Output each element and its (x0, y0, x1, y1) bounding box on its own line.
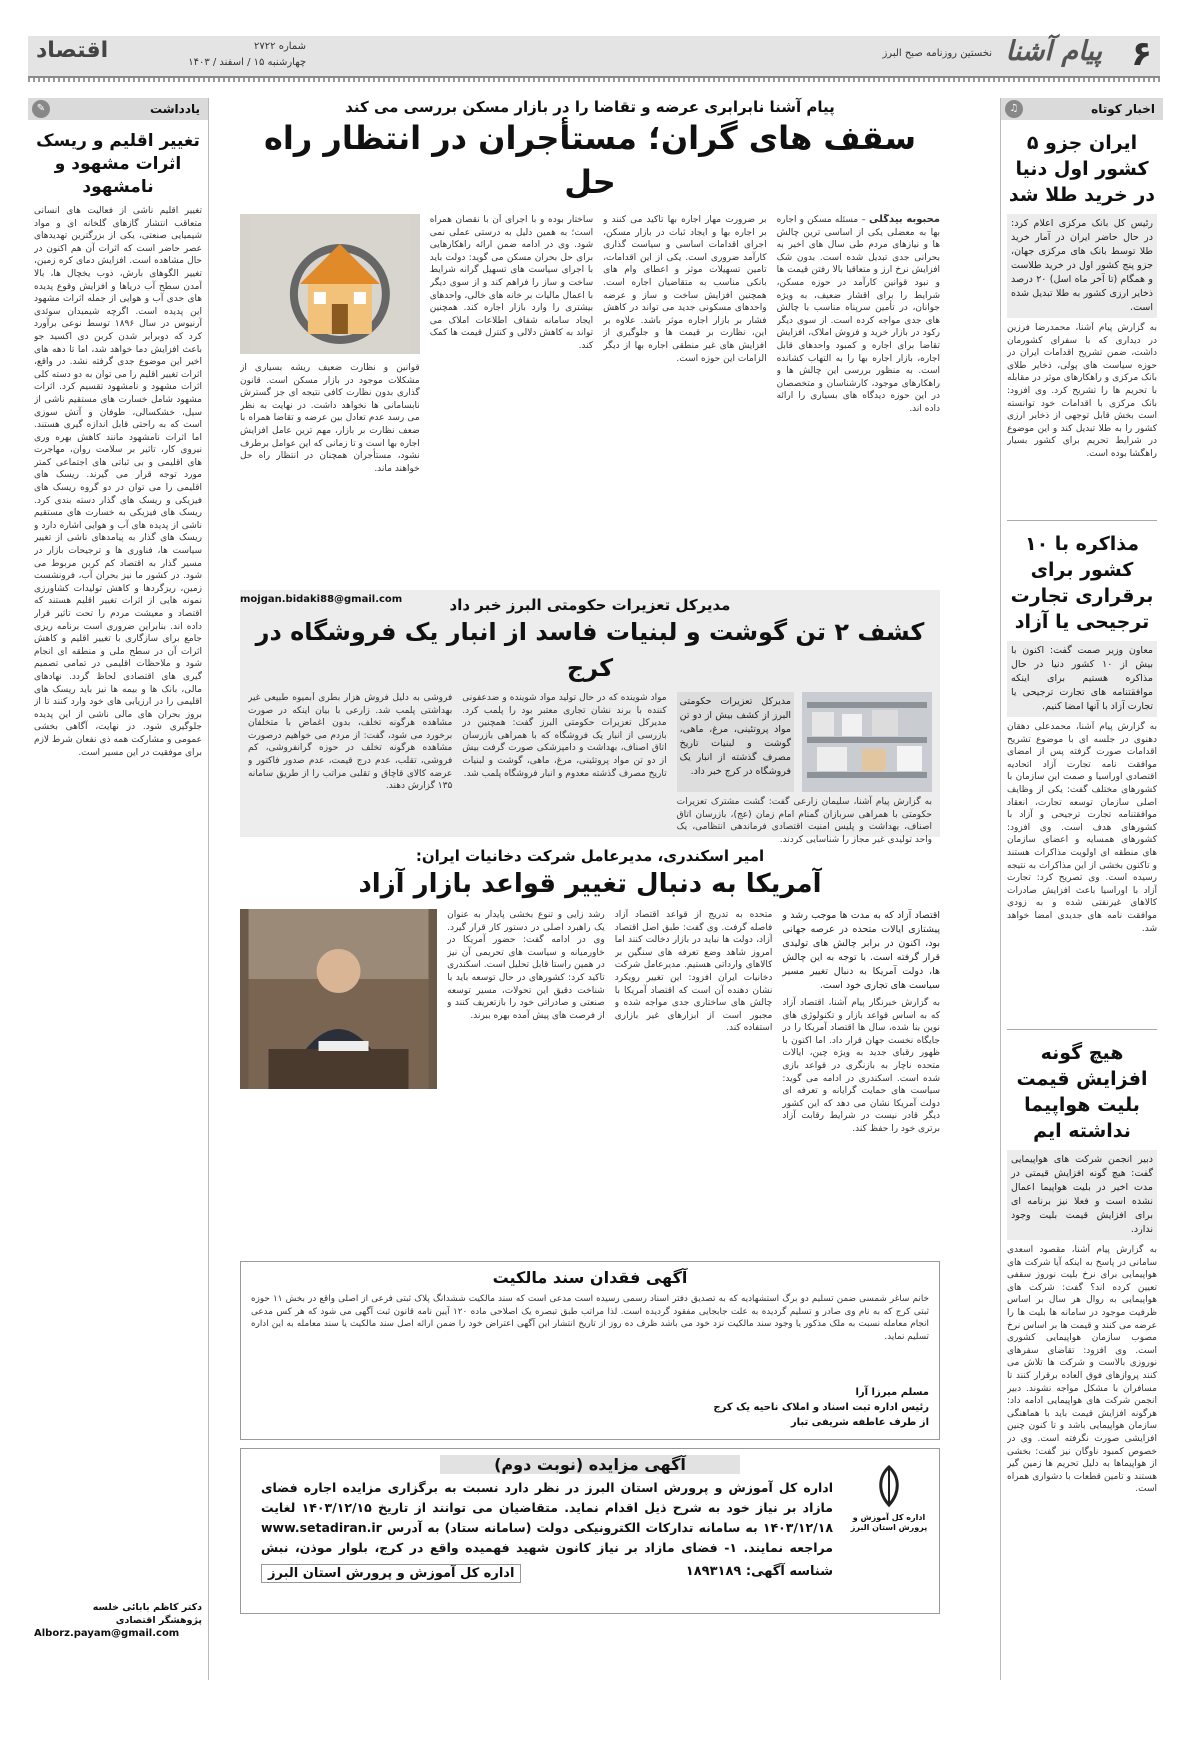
news-title-trade: مذاکره با ۱۰ کشور برای برقراری تجارت ترجیحی یا آزاد (1010, 533, 1154, 633)
issue-date: چهارشنبه ۱۵ / اسفند / ۱۴۰۳ (188, 57, 306, 68)
author-email-opinion: Alborz.payam@gmail.com (34, 1628, 180, 1639)
opinion-title: تغییر اقلیم و ریسک اثرات مشهود و نامشهود (36, 131, 200, 197)
section-title: اقتصاد (36, 38, 109, 63)
inspection-kicker: مدیرکل تعزیرات حکومتی البرز خبر داد (449, 596, 731, 614)
masthead-tagline: نخستین روزنامه صبح البرز (882, 48, 992, 59)
divider (1007, 520, 1157, 521)
auction-id: شناسه آگهی: ۱۸۹۳۱۸۹ (685, 1564, 833, 1579)
signature-name: مسلم میرزا آرا (855, 1387, 929, 1398)
us-trade-kicker: امیر اسکندری، مدیرعامل شرکت دخانیات ایران: (415, 847, 765, 865)
us-trade-col-2: متحده به تدریج از قواعد اقتصاد آزاد فاصله گرفت. وی گفت: طبق اصل اقتصاد آزاد، دولت ها نباید در بازار دخالت کنند اما امروز شاهد وضع تعرفه های سنگین بر کالاهای وارداتی هستیم. مدیرعامل شرکت دخانیات ایران افزود: این تغییر رویکرد نشان دهنده آن است که اقتصاد آمریکا با چالش های ساختاری جدی مواجه شده و مجبور است از ابزارهای غیر بازاری استفاده کند. (614, 910, 773, 1034)
issue-number: شماره ۲۷۲۲ (254, 41, 306, 52)
author-name: دکتر کاظم بابائی خلسه (92, 1602, 202, 1613)
inspection-col-2: مواد شوینده که در حال تولید مواد شوینده و ضدعفونی کننده با برند نشان تجاری معتبر بود را پلمب کرد. مدیرکل تعزیرات حکومتی البرز گفت: همچنین در بازرسی از انبار یک فروشگاه که با همراهی بازرسان اتاق اصناف، بهداشت و دامپزشکی صورت گرفت بیش از دو تن مواد پروتئینی، مرغ، ماهی، گوشت و لبنیات تاریخ مصرف گذشته معدوم و انبار فروشگاه پلمب شد. (462, 693, 667, 779)
news-body-gold: به گزارش پیام آشنا، محمدرضا فرزین در دیداری که با سفرای کشورمان داشت، ضمن تشریح اقدامات ایران در حوزه سیاست های پولی، ذخایر طلای بانک مرکزی و راهکارهای موثر در مقابله با تحریم ها را تشریح کرد. وی افزود: بانک مرکزی با اقدامات خود توانسته است بخش قابل توجهی از ذخایر ارزی کشور را به طلا تبدیل کند و این موضوع در شرایط تحریم برای کشور بسیار راهگشا بوده است. (1007, 323, 1157, 459)
auction-org: اداره کل آموزش و پرورش استان البرز (261, 1564, 521, 1583)
main-articles (240, 98, 940, 1614)
news-lead-trade: معاون وزیر صمت گفت: اکنون با بیش از ۱۰ کشور دنیا در حال مذاکره هستیم برای اینکه موافقتنامه های تجارت ترجیحی یا تجارت آزاد با آنها امضا کنیم. (1007, 641, 1157, 717)
notepad-icon: ✎ (32, 100, 50, 118)
inspection-text-1: به گزارش پیام آشنا، سلیمان زارعی گفت: گشت مشترک تعزیرات حکومتی با همراهی سربازان گمنام امام زمان (عج)، بازرسان اتاق اصناف، بهداشت و پلیس امنیت اقتصادی فرماندهی انتظامی، یک واحد تولیدی غیر مجاز را شناسایی کردند. (676, 797, 932, 845)
divider (1007, 1029, 1157, 1030)
signature-for: از طرف عاطفه شریفی تبار (790, 1417, 929, 1428)
lost-deed-signature (251, 1385, 929, 1430)
megaphone-icon: ♫ (1005, 100, 1023, 118)
person-at-desk-icon (240, 909, 437, 1089)
us-trade-lead: اقتصاد آزاد که به مدت ها موجب رشد و پیشتازی ایالات متحده در عرصه جهانی بود، اکنون در برابر چالش های تولیدی قرار گرفته است. با توجه به این چالش ها، دولت آمریکا به دنبال تغییر مسیر سیاست های تجاری خود است. (782, 910, 940, 991)
inspection-col-3: فروشی به دلیل فروش هزار بطری آبمیوه طبیعی غیر بهداشتی پلمب شد. زارعی با بیان اینکه در صورت مشاهده هرگونه تخلف، بدون اغماض با متخلفان برخورد می شود، گفت: از مردم می خواهیم درصورت مشاهده هرگونه تخلف در حوزه گرانفروشی، کم فروشی، تقلب، عدم درج قیمت، عدم صدور فاکتور و عرضه کالای قاچاق و تقلبی مراتب را از طریق سامانه ۱۳۵ گزارش دهند. (247, 693, 453, 792)
signature-role: رئیس اداره ثبت اسناد و املاک ناحیه یک کرج (713, 1402, 929, 1413)
opinion-column (28, 98, 209, 1680)
inspection-lead: مدیرکل تعزیرات حکومتی البرز از کشف بیش از دو تن مواد پروتئینی، مرغ، ماهی، گوشت و لبنیات تاریخ مصرف گذشته از انبار یک فروشگاه در کرج خبر داد. (677, 692, 794, 792)
us-trade-headline: آمریکا به دنبال تغییر قواعد بازار آزاد (358, 869, 822, 899)
news-body-airfare: به گزارش پیام آشنا، مقصود اسعدی سامانی در پاسخ به اینکه آیا شرکت های هواپیمایی برای نرخ بلیت نوروز سقفی تعیین کرده اند؟ گفت: شرکت های هواپیمایی به روال هر سال بر اساس ظرفیت موجود در سامانه ها بلیت ها را عرضه می کنند و قیمت ها بر اساس نرخ مصوب سازمان هواپیمایی کشوری است. وی افزود: تقاضای سفرهای نوروزی بالاست و شرکت ها تلاش می کنند پروازهای فوق العاده برقرار کنند تا مسافران با مشکل مواجه نشوند. دبیر انجمن شرکت های هواپیمایی ادامه داد: هرگونه افزایش قیمت باید با هماهنگی سازمان هواپیمایی باشد و تا کنون چنین افزایشی صورت نگرفته است. وی در خصوص کمبود ناوگان نیز گفت: بخشی از هواپیماها به دلیل تحریم ها زمین گیر هستند و تامین قطعات با دشواری همراه است. (1007, 1245, 1157, 1495)
auction-title: آگهی مزایده (نوبت دوم) (440, 1455, 740, 1474)
house-key-photo (240, 214, 420, 354)
lost-deed-title: آگهی فقدان سند مالکیت (492, 1268, 688, 1287)
us-trade-col-1 (782, 909, 940, 1249)
masthead-logo: پیام آشنا (1005, 36, 1102, 67)
opinion-author (34, 1601, 202, 1640)
housing-col-1 (777, 214, 940, 614)
emblem-icon (866, 1463, 912, 1509)
news-body-trade: به گزارش پیام آشنا، محمدعلی دهقان دهنوی در جلسه ای با موضوع تشریح اقدامات صورت گرفته پس از امضای موافقت نامه تجارت آزاد اتحادیه اقتصادی اوراسیا و صمت این سازمان با کشورهای مختلف گفت: یکی از وظایف اصلی سازمان توسعه تجارت، انعقاد موافقتنامه تجارت ترجیحی و آزاد با کشورهای هدف است. وی افزود: کشورهای همسایه و اعضای سازمان های منطقه ای اولویت مذاکرات هستند و تاکنون بخشی از این مذاکرات به نتیجه رسیده است. وی تصریح کرد: تجارت آزاد با اوراسیا باعث افزایش صادرات کالاهای غیرنفتی شده و به زودی موافقت نامه های جدیدی امضا خواهد شد. (1007, 722, 1157, 934)
auction-footer (261, 1564, 833, 1583)
page-header (28, 36, 1160, 78)
opinion-tab (28, 98, 208, 120)
news-lead-airfare: دبیر انجمن شرکت های هواپیمایی گفت: هیچ گونه افزایش قیمتی در مدت اخیر در بلیت هواپیما اعمال نشده است و فعلا نیز برنامه ای برای افزایش قیمت بلیت وجود ندارد. (1007, 1150, 1157, 1240)
short-news-column (1000, 98, 1163, 1680)
store-warehouse-photo (802, 692, 932, 792)
housing-col-4 (240, 214, 420, 614)
housing-col-3: ساختار بوده و با اجرای آن با نقصان همراه است؛ به همین دلیل به درستی عملی نمی شود. وی در ادامه ضمن ارائه راهکارهایی برای حل بحران مسکن می گوید: دولت باید با اجرای سیاست های تسهیل گرانه شرایط ساخت و ساز را فراهم کند و از سوی دیگر با اعمال مالیات بر خانه های خالی، واحدهای بیشتری را وارد بازار اجاره کند. همچنین ایجاد سامانه شفاف اطلاعات املاک می تواند به کاهش دلالی و کنترل قیمت ها کمک کند. (429, 215, 594, 351)
executive-photo (240, 909, 437, 1089)
education-logo (849, 1463, 929, 1533)
inspection-article (240, 590, 940, 845)
house-icon (240, 214, 420, 354)
housing-text-1: – مسئله مسکن و اجاره بها به معضلی یکی از اساسی ترین چالش ها و نیازهای مردم طی سال های اخیر به بحرانی جدی تبدیل شده است. بدون شک افزایش نرخ ارز و متعاقبا بالا رفتن قیمت ها و نبود قوانین کارآمد در حوزه مسکن، شرایط را برای اقشار ضعیف، به ویژه جوانان، در تأمین سرپناه مناسب با چالش های جدی مواجه کرده است. از سوی دیگر رکود در بازار خرید و فروش املاک، افزایش تقاضا برای اجاره و کمبود واحدهای قابل اجاره، بازار اجاره بها را به التهاب کشانده است. به منظور بررسی این چالش ها و راهکارهای موجود، کارشناسان و متخصصان در این حوزه دیدگاه های بسیاری را ارائه داده اند. (776, 215, 940, 414)
housing-headline: سقف های گران؛ مستأجران در انتظار راه حل (263, 119, 917, 201)
us-trade-text-1: به گزارش خبرنگار پیام آشنا، اقتصاد آزاد که به اساس قواعد بازار و تکنولوژی های نوین بنا شده، سال ها اقتصاد آمریکا را در جایگاه نخست جهان قرار داد. اما اکنون با ظهور رقبای جدید به ویژه چین، ایالات متحده ناچار به بازنگری در قواعد بازی شده است. اسکندری در ادامه می گوید: سیاست های حمایت گرایانه و تعرفه ای دولت آمریکا نشان می دهد که این کشور دیگر قادر نیست در شرایط رقابت آزاد برتری خود را حفظ کند. (782, 998, 940, 1134)
us-trade-col-3: رشد زایی و تنوع بخشی پایدار به عنوان یک راهبرد اصلی در دستور کار قرار گیرد. وی در ادامه گفت: حضور آمریکا در خاورمیانه و سیاست های تحریمی آن نیز در همین راستا قابل تحلیل است. اسکندری تاکید کرد: کشورهای در حال توسعه باید با شناخت دقیق این تحولات، مسیر توسعه صنعتی و صادراتی خود را بازتعریف کنند و از فرصت های پیش آمده بهره ببرند. (447, 910, 605, 1021)
inspection-col-1 (677, 692, 932, 857)
auction-body: اداره کل آموزش و پرورش استان البرز در نظر دارد نسبت به برگزاری مزایده اجاره فضای مازاد بر نیاز خود به شرح ذیل اقدام نماید. متقاضیان می توانند از تاریخ ۱۴۰۳/۱۲/۱۵ لغایت ۱۴۰۳/۱۲/۱۸ به سامانه تدارکات الکترونیکی دولت (سامانه ستاد) به آدرس www.setadiran.ir مراجعه نمایند. ۱- فضای مازاد بر نیاز کانون شهید فهمیده واقع در کرج، بلوار موذن، نبش (261, 1480, 833, 1555)
issue-info (156, 39, 306, 71)
warehouse-shelves-icon (802, 692, 932, 792)
author-email: mojgan.bidaki88@gmail.com (240, 594, 403, 605)
news-title-gold: ایران جزو ۵ کشور اول دنیا در خرید طلا شد (1008, 132, 1156, 206)
housing-text-4: قوانین و نظارت ضعیف ریشه بسیاری از مشکلات موجود در بازار مسکن است. قانون گذاری بدون نظارت کافی نتیجه ای جز گسترش نابسامانی ها نخواهد داشت. در نهایت به نظر می رسد عدم تعادل بین عرضه و تقاضا همراه با ضعف نظارت بر بازار، مهم ترین عامل افزایش اجاره بها است و تا زمانی که این عوامل برطرف نشود، مستأجران همچنان در انتظار راه حل خواهند ماند. (239, 363, 420, 474)
news-title-airfare: هیچ گونه افزایش قیمت بلیت هواپیما نداشته ایم (1016, 1042, 1148, 1142)
author-role: پژوهشگر اقتصادی (115, 1615, 202, 1626)
opinion-tab-label: یادداشت (150, 102, 200, 116)
housing-kicker: پیام آشنا نابرابری عرضه و تقاضا را در بازار مسکن بررسی می کند (345, 98, 835, 116)
inspection-headline: کشف ۲ تن گوشت و لبنیات فاسد از انبار یک فروشگاه در کرج (255, 618, 925, 682)
auction-notice (240, 1448, 940, 1614)
education-logo-text: اداره کل آموزش و پرورش استان البرز (850, 1513, 928, 1532)
inspection-columns (248, 692, 932, 857)
header-pattern (28, 78, 1160, 82)
us-trade-article (240, 847, 940, 1257)
housing-byline: محبوبه بیدگلی (869, 214, 940, 225)
short-news-tab (1001, 98, 1163, 120)
us-trade-columns (240, 909, 940, 1249)
opinion-body: تغییر اقلیم ناشی از فعالیت های انسانی متعاقب انتشار گازهای گلخانه ای و مواد شیمیایی صنعتی، یکی از بزرگترین تهدیدهای عصر حاضر است که اثرات آن هم اکنون در حال مشاهده است. افزایش دمای کره زمین، تغییر الگوهای بارش، ذوب یخچال ها، بالا آمدن سطح آب دریاها و افزایش وقوع پدیده های حدی آب و هوایی از جمله اثرات مشهود این پدیده است. اگرچه شیمیدان سوئدی آرنیوس در سال ۱۸۹۶ توسط نوعی برآورد کرد که دوبرابر شدن کربن دی اکسید جو باعث افزایش دما خواهد شد، اما تا دهه های اخیر این موضوع جدی گرفته نشد. در واقع، اثرات تغییر اقلیم را می توان به دو دسته کلی اثرات مشهود و نامشهود تقسیم کرد. اثرات مشهود شامل خسارت های مستقیم ناشی از سیل، خشکسالی، طوفان و آتش سوزی است که به راحتی قابل اندازه گیری هستند. اما اثرات نامشهود مانند کاهش بهره وری نیروی کار، تاثیر بر سلامت روان، مهاجرت های اقلیمی و بی ثباتی های اجتماعی کمتر مورد توجه قرار می گیرند. ریسک های اقلیمی را می توان در دو گروه ریسک های فیزیکی و ریسک های گذار دسته بندی کرد. ریسک های فیزیکی به خسارت های مستقیم ناشی از پدیده های آب و هوایی اشاره دارد و ریسک های گذار به پیامدهای ناشی از تغییر سیاست ها، فناوری ها و ترجیحات بازار در مسیر گذار به اقتصاد کم کربن مربوط می شود. در کشور ما نیز بحران آب، فرونشست زمین، ریزگردها و کاهش تولیدات کشاورزی نمونه هایی از اثرات تغییر اقلیم هستند که اقتصاد و معیشت مردم را تحت تاثیر قرار داده اند. بنابراین ضروری است برنامه ریزی جامع برای سازگاری با تغییر اقلیم و کاهش اثرات آن در سطح ملی و منطقه ای انجام شود و ملاحظات اقلیمی در تمامی تصمیم گیری های اقتصادی لحاظ گردد. نهادهای مالی، بانک ها و بیمه ها نیز باید ریسک های اقلیمی را در ارزیابی های خود وارد کنند تا از بروز بحران های مالی ناشی از این پدیده جلوگیری شود. در نهایت، آگاهی بخشی عمومی و مشارکت همه ذی نفعان شرط لازم برای موفقیت در این مسیر است. (34, 206, 202, 758)
page-number: ۶ (1131, 34, 1152, 74)
housing-columns (240, 214, 940, 614)
short-news-tab-label: اخبار کوتاه (1091, 102, 1155, 116)
lost-deed-notice (240, 1261, 940, 1440)
lost-deed-body: خانم ساغر شمسی ضمن تسلیم دو برگ استشهادیه که به تصدیق دفتر اسناد رسمی رسیده است مدعی است که سند مالکیت ششدانگ پلاک ثبتی فرعی از اصلی واقع در بخش ۱۱ حوزه ثبتی کرج که به نام وی صادر و تسلیم گردیده به علت جابجایی مفقود گردیده است. لذا مراتب طبق تبصره یک اصلاحی ماده ۱۲۰ آیین نامه قانون ثبت آگهی می شود که هر کس مدعی انجام معامله نسبت به ملک مذکور یا وجود سند مالکیت نزد خود می باشد ظرف ده روز از تاریخ انتشار این آگهی اعتراض خود را ضمن ارائه اصل سند مالکیت یا سند معامله به این اداره تسلیم نماید. (251, 1294, 929, 1342)
us-trade-photo-col (240, 909, 437, 1249)
news-lead-gold: رئیس کل بانک مرکزی اعلام کرد: در حال حاضر ایران در آمار خرید طلا توسط بانک های مرکزی جهان، جزو پنج کشور اول در خرید طلاست و همگام (تا آخر ماه اسل) ۲۰ درصد ذخایر ارزی کشور به طلا تبدیل شده است. (1007, 214, 1157, 318)
housing-col-2: بر ضرورت مهار اجاره بها تاکید می کنند و بر اجاره بها و ایجاد ثبات در بازار مسکن، اجرای اقدامات اساسی و سیاست گذاری کارآمد ضروری است. یکی از این اقدامات، تامین تسهیلات موثر و اعطای وام های بانکی مناسب به متقاضیان اجاره است. همچنین افزایش ساخت و ساز و عرضه واحدهای مسکونی جدید می تواند در کاهش فشار بر بازار اجاره موثر باشد. علاوه بر این، نظارت بر قیمت ها و جلوگیری از افزایش های غیر منطقی اجاره بها از دیگر الزامات این حوزه است. (603, 215, 767, 364)
